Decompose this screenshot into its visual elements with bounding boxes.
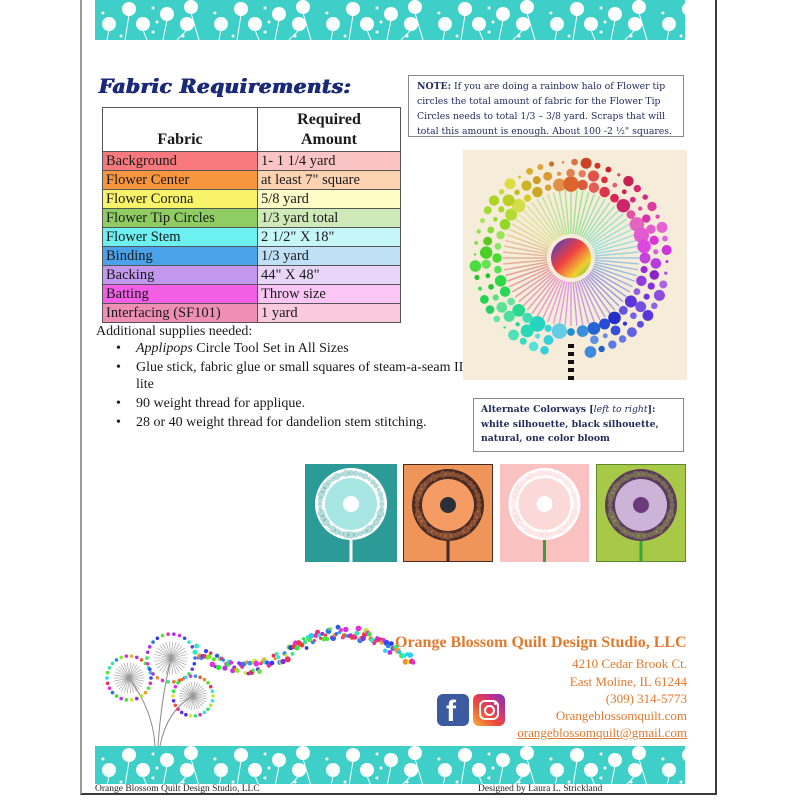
footer-company: Orange Blossom Quilt Design Studio, LLC	[95, 784, 260, 794]
fabric-name-cell: Flower Center	[103, 171, 258, 190]
instagram-icon[interactable]	[473, 694, 505, 726]
table-row	[103, 247, 401, 266]
supplies-heading: Additional supplies needed:	[96, 324, 253, 339]
header-fabric: Fabric	[103, 108, 258, 152]
company-email-link[interactable]: orangeblossomquilt@gmail.com	[517, 725, 687, 740]
colorway-swatch-black-silhouette	[403, 464, 493, 562]
fabric-amount-cell: 2 1/2" X 18"	[258, 228, 401, 247]
fabric-name-cell: Background	[103, 152, 258, 171]
fabric-amount-cell: 1- 1 1/4 yard	[258, 152, 401, 171]
fabric-name-cell: Batting	[103, 285, 258, 304]
colorways-label-end: ]:	[647, 404, 656, 415]
table-header-row	[103, 108, 401, 152]
supply-text: Circle Tool Set in All Sizes	[192, 341, 349, 356]
fabric-amount-cell: 1/3 yard total	[258, 209, 401, 228]
table-row	[103, 285, 401, 304]
rainbow-dandelion-quilt-image	[463, 150, 687, 380]
fabric-name-cell: Backing	[103, 266, 258, 285]
facebook-icon[interactable]	[437, 694, 469, 726]
colorways-caption	[473, 398, 684, 452]
dandelion-banner-bottom	[95, 746, 685, 784]
dandelion-swatch-icon	[404, 465, 492, 561]
company-phone: (309) 314-5773	[605, 691, 687, 706]
supply-text: 28 or 40 weight thread for dandelion stem stitching.	[136, 415, 427, 430]
fabric-amount-cell: 1/3 yard	[258, 247, 401, 266]
fabric-name-cell: Binding	[103, 247, 258, 266]
dandelion-swatch-icon	[597, 465, 685, 561]
note-label: NOTE:	[417, 81, 452, 92]
fabric-amount-cell: 44" X 48"	[258, 266, 401, 285]
table-row	[103, 152, 401, 171]
colorways-text: white silhouette, black silhouette, natural, one color bloom	[481, 418, 659, 444]
fabric-name-cell: Flower Tip Circles	[103, 209, 258, 228]
list-item	[136, 395, 481, 412]
quilt-photo	[463, 150, 687, 380]
fabric-name-cell: Flower Corona	[103, 190, 258, 209]
company-address-line2: East Moline, IL 61244	[569, 674, 687, 689]
header-required-line: Required	[297, 111, 361, 128]
table-row	[103, 190, 401, 209]
company-website-link[interactable]: Orangeblossomquilt.com	[555, 708, 687, 723]
dandelion-banner-top	[95, 0, 685, 40]
table-row	[103, 266, 401, 285]
note-text: If you are doing a rainbow halo of Flower tip circles the total amount of fabric for the Flower Tip Circles needs to total 1/3 – 3/8 yard. Scraps that will total this amount is enough. About 100 -2 ½" squares.	[417, 81, 673, 137]
fabric-amount-cell: 5/8 yard	[258, 190, 401, 209]
list-item	[136, 340, 481, 357]
instagram-flash	[494, 702, 497, 705]
fabric-amount-cell: Throw size	[258, 285, 401, 304]
supplies-list	[100, 340, 481, 433]
header-required-amount	[258, 108, 401, 152]
table-row	[103, 171, 401, 190]
fabric-requirements-table	[102, 107, 401, 323]
colorways-italic: left to right	[593, 404, 648, 415]
colorway-swatch-natural	[500, 464, 589, 562]
dandelion-swatch-icon	[500, 464, 589, 562]
table-row	[103, 209, 401, 228]
fabric-amount-cell: at least 7" square	[258, 171, 401, 190]
fabric-amount-cell: 1 yard	[258, 304, 401, 323]
supply-text: Glue stick, fabric glue or small squares of steam-a-seam II lite	[136, 360, 464, 392]
list-item	[136, 359, 481, 393]
note-box	[408, 75, 684, 137]
dandelion-pattern-icon	[95, 0, 685, 40]
dandelion-swatch-icon	[305, 464, 397, 562]
company-address-line1: 4210 Cedar Brook Ct.	[572, 656, 687, 671]
rainbow-dandelion-decoration	[95, 620, 415, 746]
header-amount-line: Amount	[300, 131, 357, 148]
supply-italic: Applipops	[136, 341, 193, 356]
fabric-name-cell: Interfacing (SF101)	[103, 304, 258, 323]
footer-designer: Designed by Laura L. Strickland	[478, 784, 603, 794]
supply-text: 90 weight thread for applique.	[136, 396, 306, 411]
facebook-glyph: f	[446, 695, 456, 728]
table-row	[103, 304, 401, 323]
colorway-swatch-white-silhouette	[305, 464, 397, 562]
fabric-name-cell: Flower Stem	[103, 228, 258, 247]
dandelion-pattern-icon	[95, 746, 685, 784]
colorway-swatch-one-color-bloom	[596, 464, 686, 562]
colorways-label: Alternate Colorways [	[481, 404, 594, 415]
table-row	[103, 228, 401, 247]
company-name: Orange Blossom Quilt Design Studio, LLC	[395, 634, 687, 651]
page-title: Fabric Requirements:	[99, 74, 352, 98]
instagram-lens	[484, 705, 495, 716]
list-item	[136, 414, 481, 431]
